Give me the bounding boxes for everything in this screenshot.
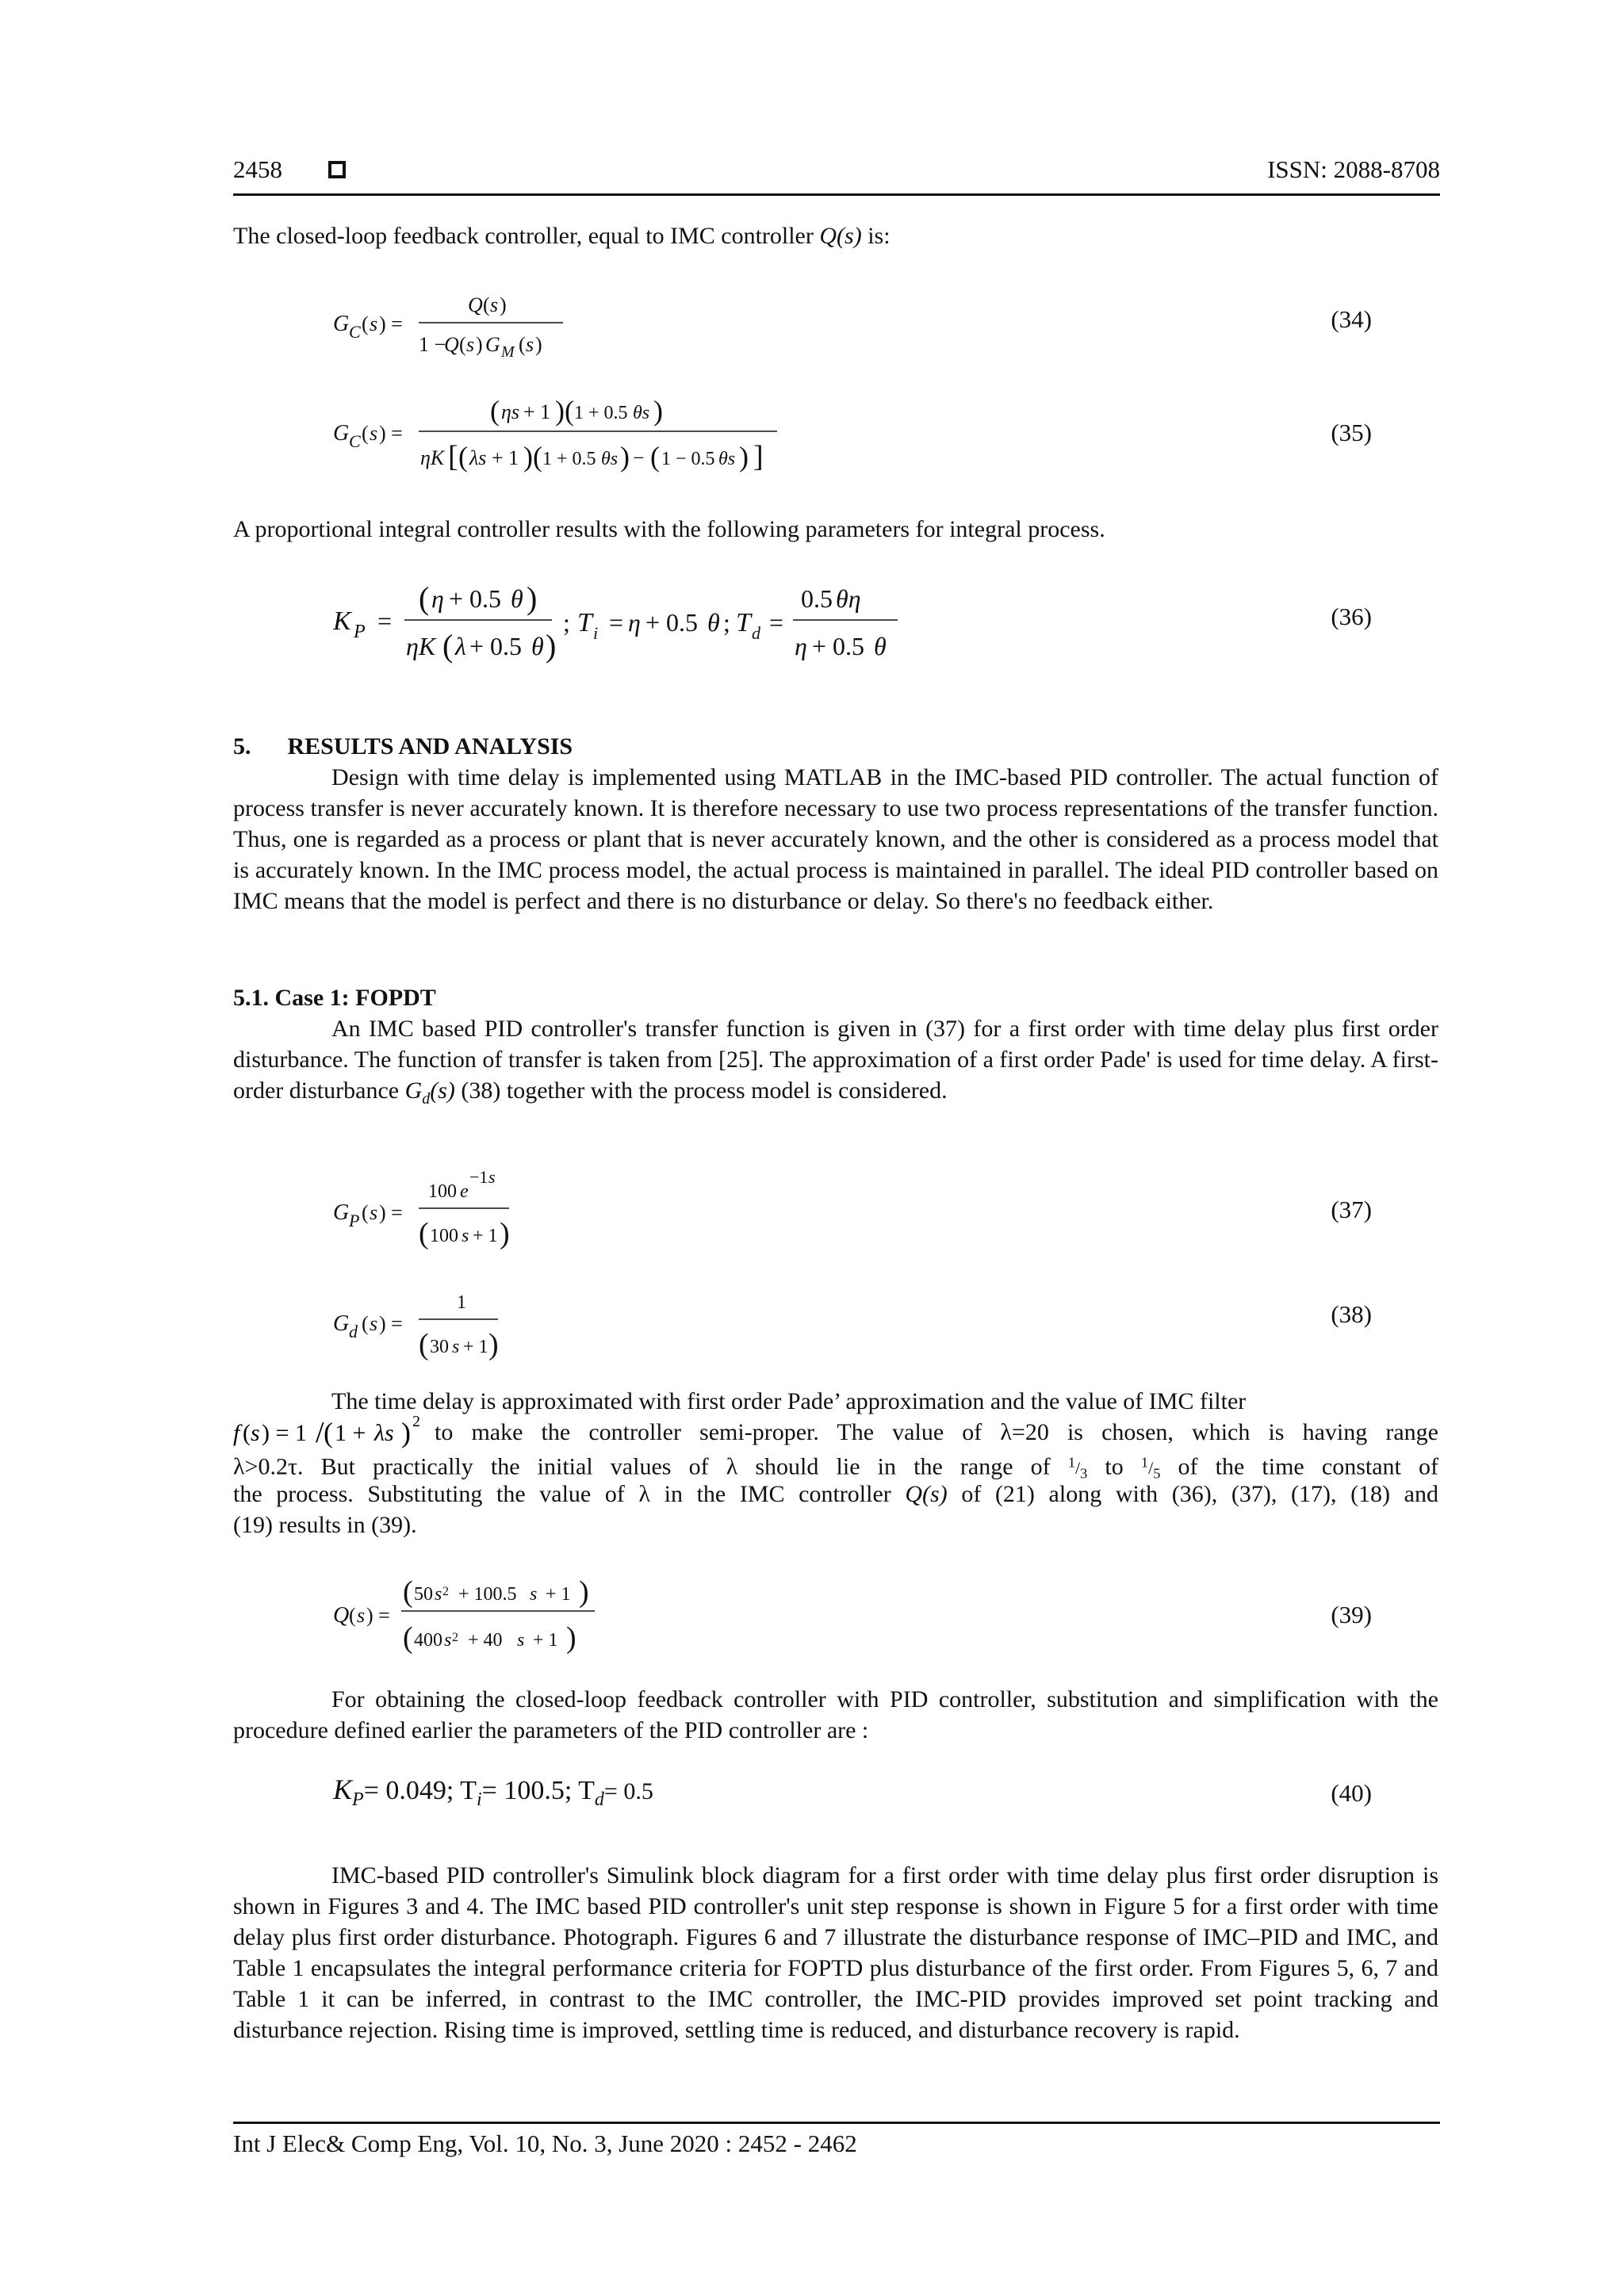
svg-text:(: (	[243, 1420, 251, 1446]
equation-37	[333, 1164, 539, 1255]
svg-text:Q: Q	[444, 333, 459, 356]
svg-text:100: 100	[430, 1226, 458, 1246]
svg-text:) =: ) =	[379, 1312, 403, 1335]
svg-text:s: s	[526, 333, 534, 356]
svg-text:): )	[535, 333, 542, 356]
svg-text:+ 40: + 40	[468, 1630, 503, 1651]
svg-text:θs: θs	[601, 449, 619, 469]
equation-38	[333, 1275, 523, 1366]
svg-text:;: ;	[563, 608, 570, 637]
equation-36	[333, 572, 904, 675]
svg-text:(: (	[442, 628, 454, 664]
svg-text:s: s	[370, 1201, 378, 1224]
svg-text:[: [	[448, 440, 458, 473]
equation-number-35: (35)	[1331, 419, 1372, 446]
svg-text:λ: λ	[455, 632, 466, 660]
svg-text:ηs: ηs	[501, 400, 520, 423]
svg-text:d: d	[752, 623, 760, 643]
svg-text:): )	[527, 580, 538, 616]
footer-rule	[233, 2122, 1440, 2124]
svg-text:(: (	[483, 293, 490, 316]
checkbox-icon	[328, 161, 346, 182]
svg-text:1 − 0.5: 1 − 0.5	[661, 449, 715, 469]
svg-text:1 + 0.5: 1 + 0.5	[542, 449, 596, 469]
svg-text:(: (	[650, 441, 660, 473]
svg-text:d: d	[349, 1322, 358, 1341]
delay-paragraph-line-4: the process. Substituting the value of λ in the IMC controller Q(s) of (21) along with (36), (37), (17), (18) and	[233, 1481, 1438, 1507]
equation-number-34: (34)	[1331, 305, 1372, 333]
filter-equation	[233, 1414, 447, 1450]
svg-text:i: i	[593, 623, 599, 643]
svg-text:θ: θ	[511, 584, 523, 613]
svg-text:ηK: ηK	[406, 632, 436, 660]
svg-text:(: (	[362, 312, 369, 335]
svg-text:+ 0.5: + 0.5	[812, 632, 865, 660]
footer-citation: Int J Elec& Comp Eng, Vol. 10, No. 3, June 2020 : 2452 - 2462	[233, 2130, 857, 2157]
svg-text:1: 1	[457, 1292, 466, 1313]
fraction-one-fifth: $^1/_5$	[1140, 1455, 1161, 1482]
svg-text:s: s	[488, 1167, 496, 1187]
svg-text:1 + 0.5: 1 + 0.5	[574, 403, 628, 423]
svg-text:(: (	[490, 395, 500, 427]
svg-text:θ: θ	[531, 632, 544, 660]
delay-paragraph-line-5: (19) results in (39).	[233, 1512, 417, 1538]
svg-text:ηK: ηK	[420, 446, 445, 469]
svg-text:(: (	[362, 422, 369, 445]
delay-paragraph-line-3: λ>0.2τ. But practically the initial values of λ should lie in the range of $^1/_3$ to $^1/_5$ of the time constant of	[233, 1453, 1438, 1482]
svg-text:=: =	[609, 608, 624, 637]
svg-text:+ 0.5: + 0.5	[469, 632, 523, 660]
svg-text:): )	[500, 1217, 510, 1250]
svg-text:T: T	[736, 608, 751, 637]
delay-paragraph-line-1: The time delay is approximated with first order Pade’ approximation and the value of IMC filter	[331, 1388, 1247, 1414]
section-5-heading: 5. RESULTS AND ANALYSIS	[233, 733, 573, 760]
svg-text:λs: λs	[374, 1420, 394, 1446]
svg-text:+ 1: + 1	[492, 446, 519, 469]
equation-34	[333, 285, 587, 365]
svg-text:/: /	[316, 1416, 324, 1449]
svg-text:(: (	[362, 1312, 369, 1335]
svg-text:): )	[488, 1328, 499, 1361]
svg-text:P: P	[349, 1211, 360, 1230]
svg-text:): )	[739, 441, 749, 473]
svg-text:50: 50	[414, 1584, 433, 1605]
svg-text:+ 0.5: + 0.5	[449, 584, 502, 613]
equation-35	[333, 388, 793, 480]
svg-text:(: (	[519, 333, 526, 356]
pid-parameters-paragraph: For obtaining the closed-loop feedback controller with PID controller, substitution and simplification with the procedure defined earlier the parameters of the PID controller are :	[233, 1686, 1438, 1743]
svg-text:(: (	[362, 1201, 369, 1224]
svg-text:): )	[546, 628, 557, 664]
svg-text:): )	[653, 395, 663, 427]
svg-text:400: 400	[414, 1630, 442, 1651]
svg-text:(: (	[459, 333, 466, 356]
svg-text:(: (	[403, 1575, 413, 1609]
svg-text:s: s	[370, 1312, 378, 1335]
svg-text:s: s	[435, 1584, 442, 1605]
svg-text:C: C	[349, 322, 361, 342]
svg-text:(: (	[349, 1604, 356, 1627]
page-number: 2458	[233, 155, 282, 183]
svg-text:): )	[401, 1417, 411, 1448]
svg-text:+ 1: + 1	[473, 1226, 498, 1246]
svg-text:): )	[566, 1621, 576, 1655]
svg-text:G: G	[333, 421, 350, 446]
svg-text:s: s	[370, 422, 378, 445]
svg-text:): )	[579, 1575, 589, 1609]
svg-text:=: =	[769, 608, 784, 637]
svg-text:s: s	[462, 1226, 469, 1246]
svg-text:η: η	[431, 584, 444, 613]
svg-text:)(: )(	[523, 441, 542, 473]
svg-text:θ: θ	[874, 632, 887, 660]
svg-text:s: s	[530, 1584, 538, 1605]
svg-text:θη: θη	[836, 584, 861, 613]
delay-paragraph-line-2: f ( s ) = 1 / ( 1 + λs ) 2 to make the controller semi-proper. The value of λ=20 is chosen, which is having range	[233, 1414, 1438, 1449]
svg-text:30: 30	[430, 1337, 449, 1357]
svg-text:e: e	[460, 1181, 469, 1202]
svg-text:G: G	[485, 333, 500, 356]
svg-text:) =: ) =	[379, 422, 403, 445]
svg-text:(: (	[419, 580, 430, 616]
svg-text:0.5: 0.5	[801, 584, 833, 613]
pi-controller-line: A proportional integral controller results with the following parameters for integral process.	[233, 516, 1105, 542]
svg-text:) =: ) =	[379, 1201, 403, 1224]
svg-text:θ: θ	[707, 608, 720, 637]
header-rule	[233, 193, 1440, 196]
equation-number-40: (40)	[1331, 1779, 1372, 1807]
svg-text:θs: θs	[633, 403, 650, 423]
svg-text:λs: λs	[469, 446, 487, 469]
equation-number-37: (37)	[1331, 1196, 1372, 1223]
svg-text:2: 2	[452, 1631, 458, 1644]
svg-text:): )	[500, 293, 507, 316]
svg-text:G: G	[333, 312, 350, 336]
svg-text:) = 1: ) = 1	[262, 1420, 307, 1446]
svg-text:+ 1: + 1	[546, 1584, 571, 1605]
svg-text:−: −	[633, 446, 645, 469]
svg-text:+ 0.5: + 0.5	[645, 608, 699, 637]
equation-number-39: (39)	[1331, 1601, 1372, 1628]
svg-text:C: C	[349, 431, 361, 451]
equation-number-38: (38)	[1331, 1300, 1372, 1328]
svg-text:]: ]	[753, 440, 764, 473]
svg-text:s: s	[444, 1630, 452, 1651]
svg-text:s: s	[370, 312, 378, 335]
svg-text:η: η	[795, 632, 807, 660]
journal-issn: ISSN: 2088-8708	[1267, 155, 1440, 183]
svg-text:θs: θs	[718, 449, 736, 469]
svg-text:+ 1: + 1	[463, 1337, 488, 1357]
svg-text:M: M	[501, 343, 515, 361]
equation-40: $K_P= 0.049$; $T_i= 100.5$; $T_d= 0.5$	[333, 1774, 653, 1810]
svg-text:η: η	[628, 608, 641, 637]
svg-text:2: 2	[412, 1414, 420, 1430]
section-5-1-heading: 5.1. Case 1: FOPDT	[233, 985, 436, 1011]
svg-text:)(: )(	[555, 395, 574, 427]
fraction-one-third: $^1/_3$	[1067, 1455, 1088, 1482]
svg-text:s: s	[490, 293, 499, 316]
svg-text:1 −: 1 −	[419, 333, 446, 356]
equation-number-36: (36)	[1331, 603, 1372, 630]
results-paragraph: IMC-based PID controller's Simulink block diagram for a first order with time delay plus first order disruption is shown in Figures 3 and 4. The IMC based PID controller's unit step response is shown in Figure 5 for a first order with time delay plus first order disturbance. Photograph. Figures 6 and 7 illustrate the disturbance response of IMC–PID and IMC, and Table 1 encapsulates the integral performance criteria for FOPTD plus disturbance of the first order. From Figures 5, 6, 7 and Table 1 it can be inferred, in contrast to the IMC controller, the IMC-PID provides improved set point tracking and disturbance rejection. Rising time is improved, settling time is reduced, and disturbance recovery is rapid.	[233, 1862, 1438, 2043]
svg-text:G: G	[333, 1200, 350, 1225]
svg-text:P: P	[354, 622, 366, 642]
section-5-1-paragraph: An IMC based PID controller's transfer function is given in (37) for a first order with time delay plus first order disturbance. The function of transfer is taken from [25]. The approximation of a first order Pade' is used for time delay. A first-order disturbance $G_d(s)$ (38) together with the process model is considered.	[233, 1016, 1438, 1108]
svg-text:2: 2	[442, 1585, 449, 1598]
svg-text:G: G	[333, 1311, 350, 1336]
svg-text:T: T	[577, 608, 592, 637]
svg-text:;: ;	[723, 608, 730, 637]
svg-text:s: s	[452, 1337, 460, 1357]
svg-text:+ 1: + 1	[533, 1630, 558, 1651]
svg-text:−1: −1	[469, 1167, 488, 1187]
svg-text:Q: Q	[333, 1603, 350, 1628]
svg-text:) =: ) =	[379, 312, 403, 335]
svg-text:+ 100.5: + 100.5	[458, 1584, 517, 1605]
equation-39	[333, 1571, 619, 1663]
svg-text:=: =	[377, 607, 393, 635]
svg-text:f: f	[233, 1420, 240, 1446]
svg-text:(: (	[403, 1621, 413, 1655]
svg-text:Q: Q	[468, 293, 483, 316]
svg-text:K: K	[333, 607, 351, 636]
intro-line: The closed-loop feedback controller, equal to IMC controller Q(s) is:	[233, 223, 891, 249]
svg-text:): )	[476, 333, 483, 356]
svg-text:): )	[620, 441, 630, 473]
svg-text:) =: ) =	[366, 1604, 390, 1627]
section-5-paragraph: Design with time delay is implemented using MATLAB in the IMC-based PID controller. The actual function of process transfer is never accurately known. It is therefore necessary to use two process representations of the transfer function. Thus, one is regarded as a process or plant that is never accurately known, and the other is considered as a process model that is accurately known. In the IMC process model, the actual process is maintained in parallel. The ideal PID controller based on IMC means that the model is perfect and there is no disturbance or delay. So there's no feedback either.	[233, 764, 1438, 914]
svg-text:s: s	[517, 1630, 525, 1651]
svg-text:(: (	[458, 441, 468, 473]
svg-text:(: (	[419, 1217, 429, 1250]
svg-text:(: (	[324, 1417, 333, 1448]
svg-text:s: s	[357, 1604, 366, 1627]
svg-text:1 +: 1 +	[335, 1420, 366, 1446]
svg-text:100: 100	[428, 1181, 457, 1202]
svg-text:s: s	[251, 1420, 260, 1446]
svg-text:(: (	[419, 1328, 429, 1361]
svg-text:+ 1: + 1	[523, 400, 551, 423]
svg-text:s: s	[466, 333, 475, 356]
